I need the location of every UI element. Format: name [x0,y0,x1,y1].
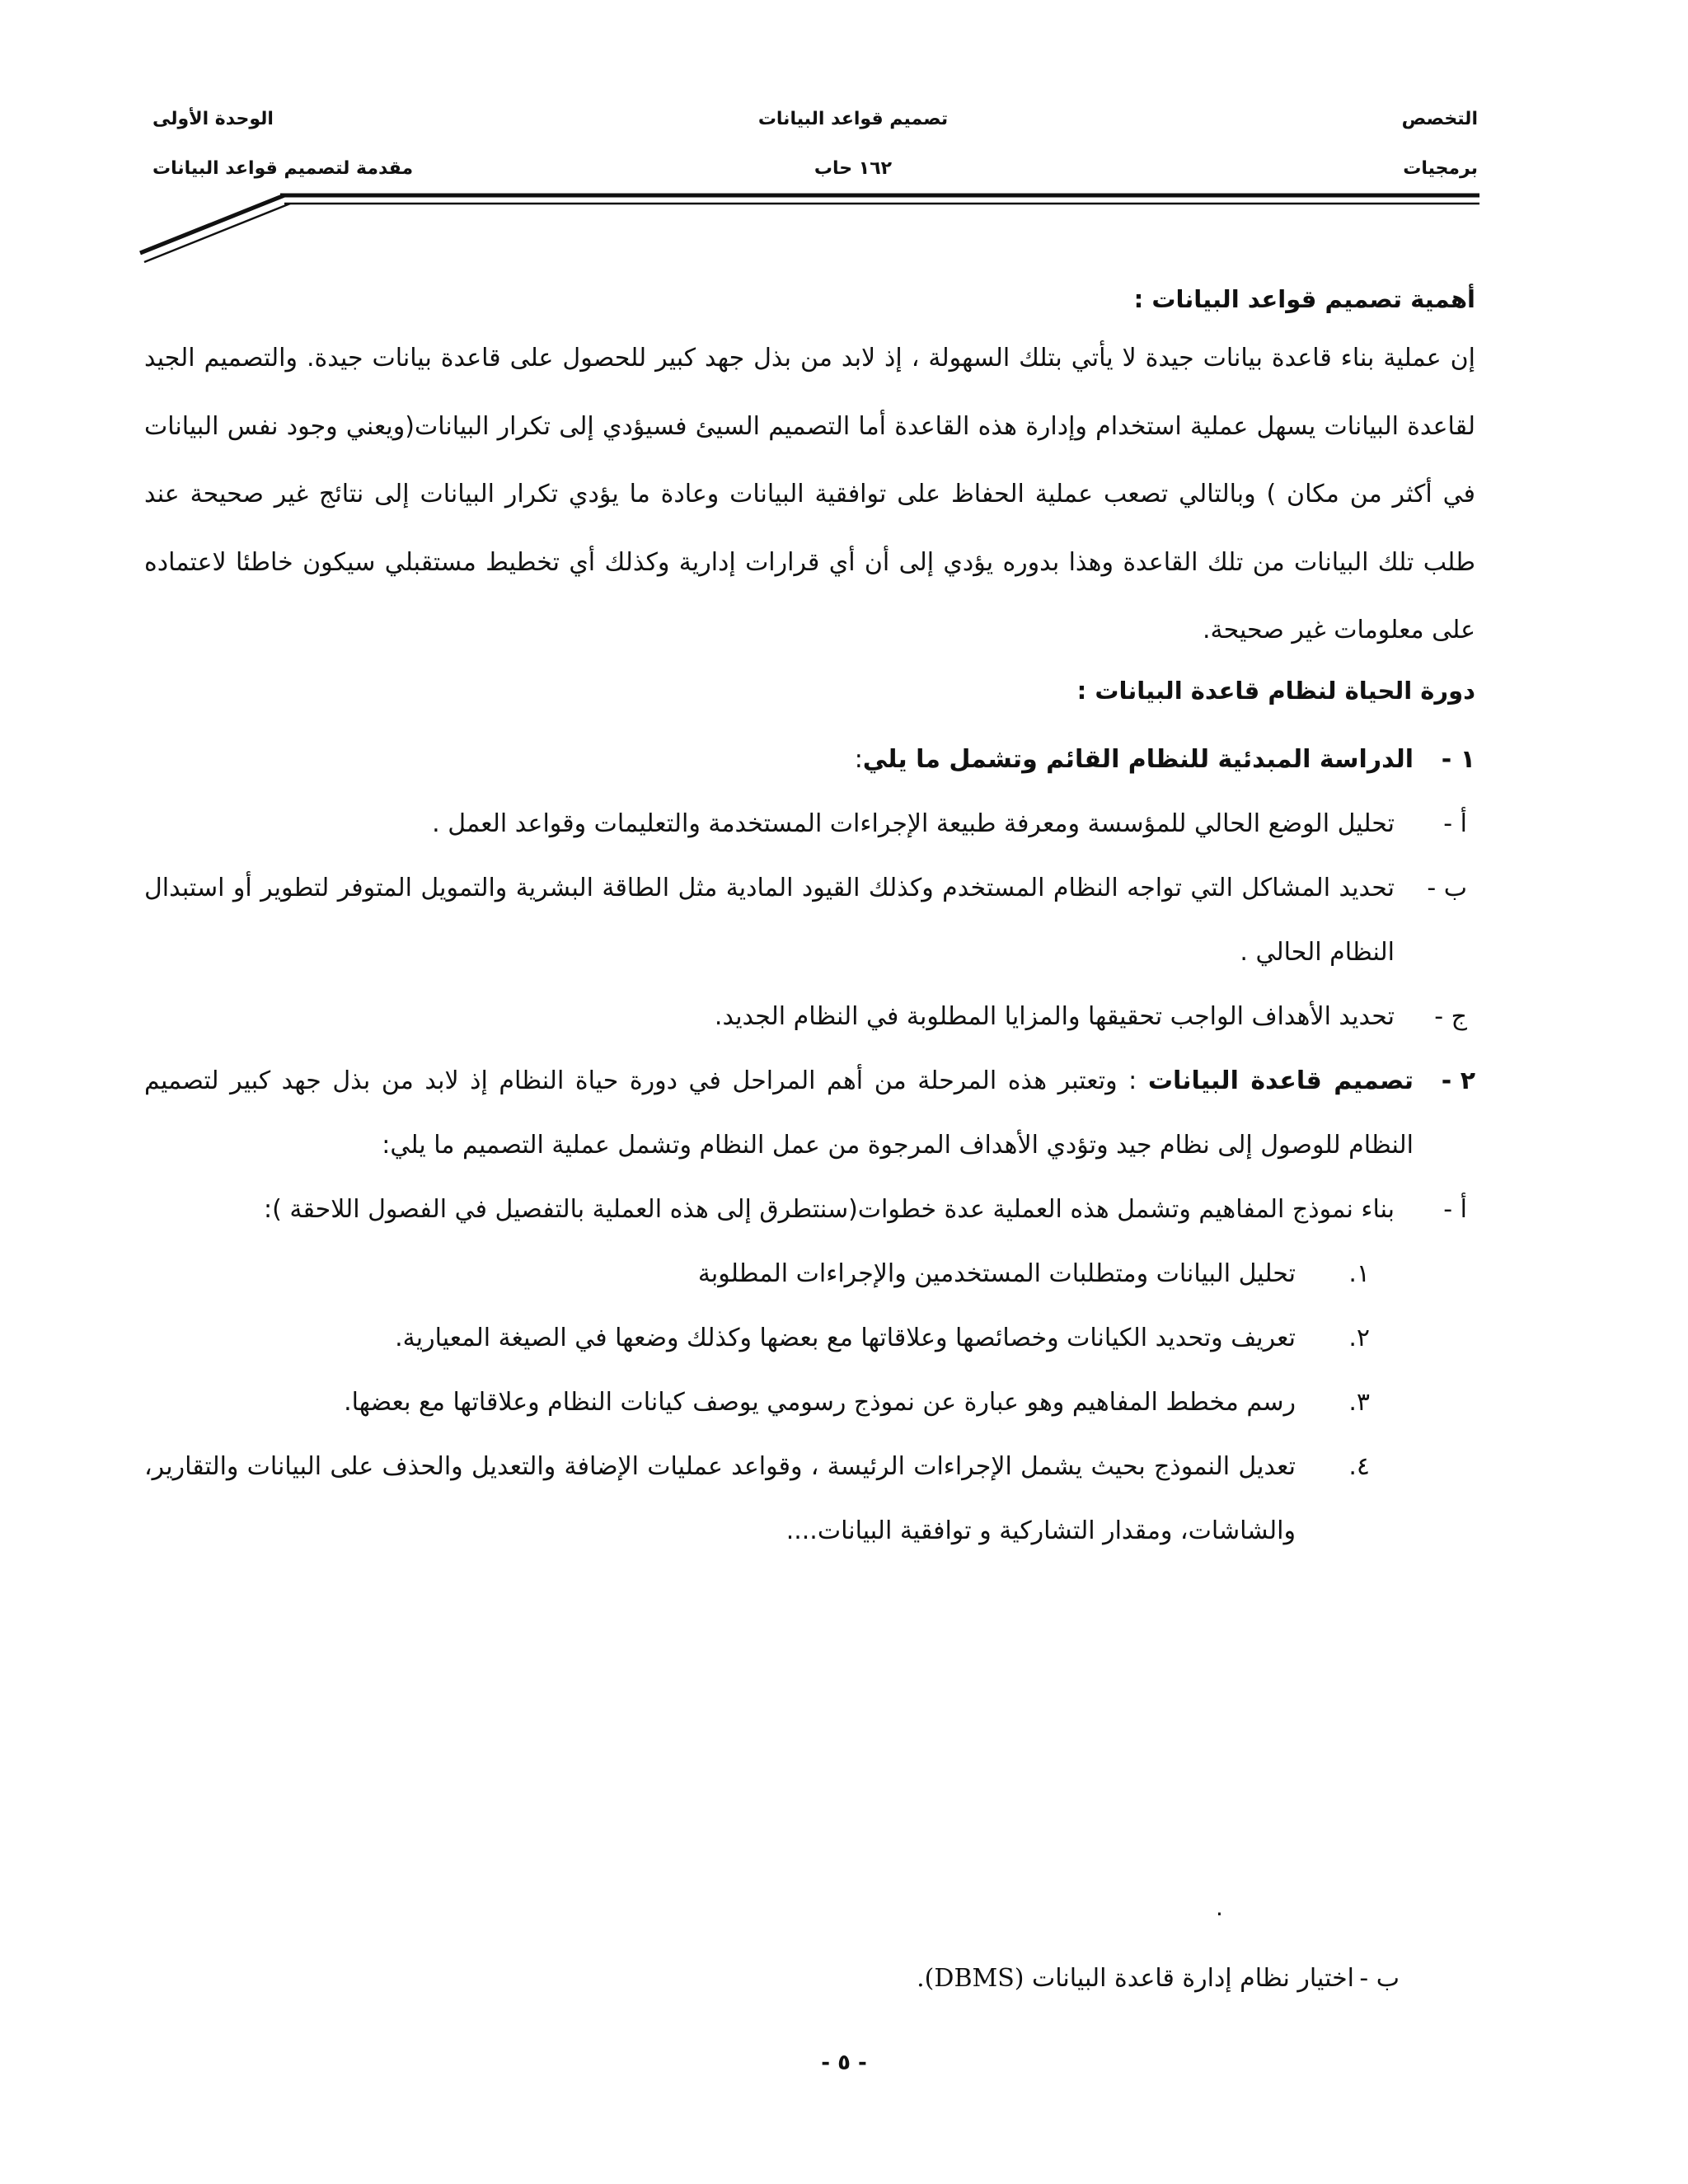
header-course-code: ١٦٢ حاب [814,158,893,179]
step-2-marker: ٢ - [1441,1066,1475,1095]
header-specialty-label: التخصص [1401,109,1478,129]
step-1-title: الدراسة المبدئية للنظام القائم وتشمل ما يلي [862,744,1414,774]
step-2 [144,1049,1475,1178]
section-heading-importance: أهمية تصميم قواعد البيانات : [1133,285,1475,313]
dbms-abbreviation: (DBMS). [917,1964,1025,1993]
header-course-title: تصميم قواعد البيانات [757,109,949,129]
list-marker: أ - [1443,808,1467,838]
header-rule [0,0,1688,272]
numbered-text: تعديل النموذج بحيث يشمل الإجراءات الرئيسة ، وقواعد عمليات الإضافة والتعديل والحذف على البيانات والتقارير، والشاشات، ومقدار التشاركية و توافقية البيانات.... [144,1451,1296,1545]
list-marker: أ - [1443,1194,1467,1224]
list-item-text: اختيار نظام إدارة قاعدة البيانات [1032,1964,1354,1993]
step-1-suffix: : [854,744,863,774]
numbered-text: تعريف وتحديد الكيانات وخصائصها وعلاقاتها مع بعضها وكذلك وضعها في الصيغة المعيارية. [395,1323,1296,1352]
list-marker: ب - [1359,1964,1400,1993]
step-2-item-a [144,1178,1475,1242]
step-1-item-a [144,792,1475,856]
trailing-dot: . [1216,1894,1223,1921]
page-body [144,279,1475,1563]
step-1-marker: ١ - [1441,744,1475,774]
numbered-text: رسم مخطط المفاهيم وهو عبارة عن نموذج رسومي يوصف كيانات النظام وعلاقاتها مع بعضها. [344,1387,1296,1417]
numbered-marker: ١. [1348,1258,1370,1288]
list-item-text: بناء نموذج المفاهيم وتشمل هذه العملية عدة خطوات(سنتطرق إلى هذه العملية بالتفصيل في الفصول اللاحقة ): [264,1194,1395,1224]
numbered-text: تحليل البيانات ومتطلبات المستخدمين والإجراءات المطلوبة [697,1258,1296,1288]
header-specialty-value: برمجيات [1403,158,1478,179]
step-2-text: : وتعتبر هذه المرحلة من أهم المراحل في دورة حياة النظام إذ لابد من بذل جهد كبير لتصميم النظام للوصول إلى نظام جيد وتؤدي الأهداف المرجوة من عمل النظام وتشمل عملية التصميم ما يلي: [144,1066,1414,1160]
numbered-marker: ٣. [1348,1387,1370,1417]
list-item-text: تحديد المشاكل التي تواجه النظام المستخدم وكذلك القيود المادية مثل الطاقة البشرية والتمويل المتوفر لتطوير أو استبدال النظام الحالي . [144,873,1395,967]
step-2-title: تصميم قاعدة البيانات [1147,1066,1414,1095]
step-2-item-b [917,1947,1400,2011]
numbered-item-2 [144,1306,1475,1371]
numbered-item-1 [144,1242,1475,1306]
numbered-item-4 [144,1435,1475,1563]
step-1 [144,728,1475,792]
list-marker: ج - [1434,1001,1467,1031]
header-unit-label: الوحدة الأولى [152,109,274,129]
page-number: - ٥ - [821,2050,867,2075]
numbered-marker: ٤. [1348,1451,1370,1481]
header-unit-title: مقدمة لتصميم قواعد البيانات [152,158,414,179]
importance-paragraph: إن عملية بناء قاعدة بيانات جيدة لا يأتي بتلك السهولة ، إذ لابد من بذل جهد كبير للحصول على قاعدة بيانات جيدة. والتصميم الجيد لقاعدة البيانات يسهل عملية استخدام وإدارة هذه القاعدة أما التصميم السيئ فسيؤدي إلى تكرار البيانات(ويعني وجود نفس البيانات في أكثر من مكان ) وبالتالي تصعب عملية الحفاظ على توافقية البيانات وعادة ما يؤدي تكرار البيانات إلى نتائج غير صحيحة عند طلب تلك البيانات من تلك القاعدة وهذا بدوره يؤدي إلى أن أي قرارات إدارية وكذلك أي تخطيط مستقبلي سيكون خاطئا لاعتماده على معلومات غير صحيحة. [144,344,1475,644]
numbered-item-3 [144,1371,1475,1435]
step-1-item-c [144,985,1475,1049]
list-item-text: تحليل الوضع الحالي للمؤسسة ومعرفة طبيعة الإجراءات المستخدمة والتعليمات وقواعد العمل . [432,808,1395,838]
numbered-marker: ٢. [1348,1323,1370,1352]
step-1-item-b [144,856,1475,985]
list-item-text: تحديد الأهداف الواجب تحقيقها والمزايا المطلوبة في النظام الجديد. [714,1001,1395,1031]
list-marker: ب - [1427,873,1467,902]
section-heading-lifecycle: دورة الحياة لنظام قاعدة البيانات : [1076,676,1475,705]
